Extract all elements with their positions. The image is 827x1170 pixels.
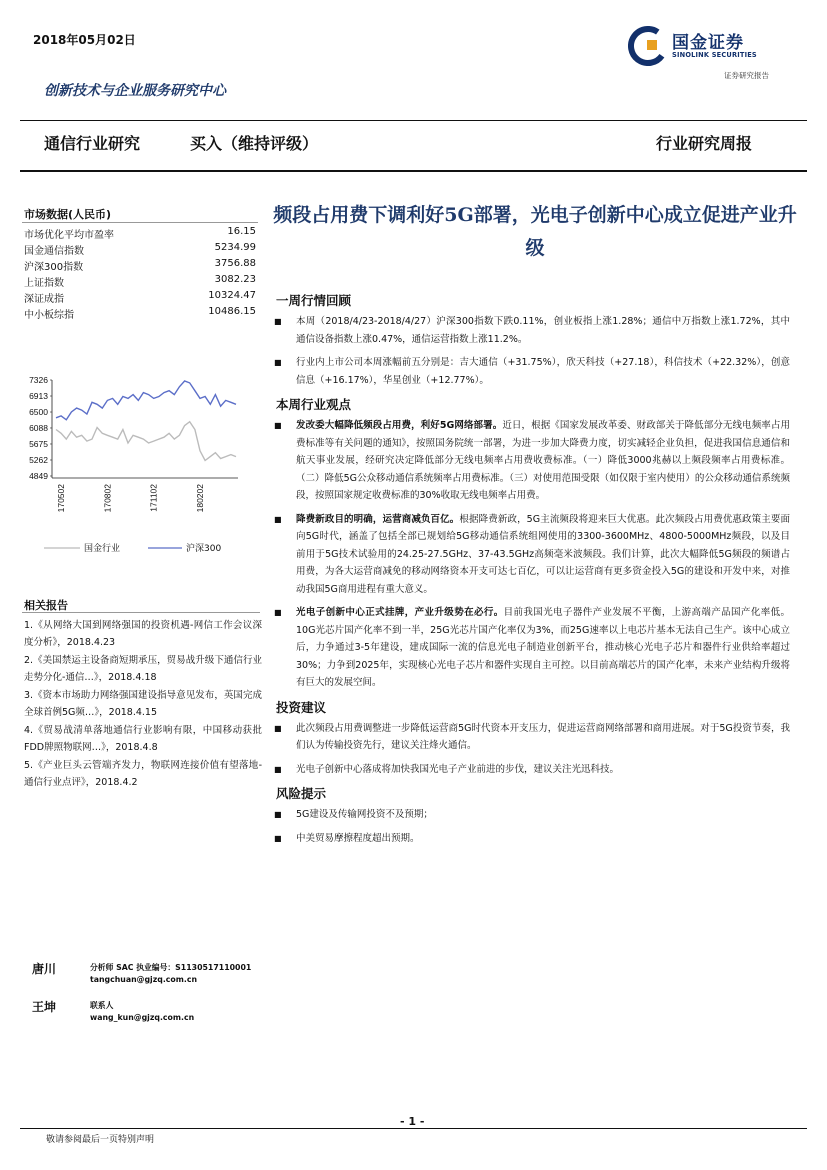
author-credential: 联系人 <box>90 1001 114 1010</box>
market-data-title: 市场数据(人民币) <box>24 208 112 221</box>
author-name: 唐川 <box>32 962 57 976</box>
logo-text-en: SINOLINK SECURITIES <box>672 51 757 59</box>
view-bullet-lead: 光电子创新中心正式挂牌，产业升级势在必行。 <box>296 607 504 618</box>
department-name: 创新技术与企业服务研究中心 <box>44 83 226 99</box>
footer-disclaimer: 敬请参阅最后一页特别声明 <box>46 1135 155 1145</box>
market-row-label: 国金通信指数 <box>24 246 84 257</box>
market-row <box>22 242 258 258</box>
chart-x-tick-label: 171102 <box>148 484 159 512</box>
report-date: 2018年05月02日 <box>33 33 136 47</box>
footer-divider <box>20 1128 807 1129</box>
market-data-divider <box>22 222 258 223</box>
chart-series-line-hs300 <box>56 381 236 420</box>
chart-x-tick-label: 170802 <box>102 484 113 513</box>
market-row-value: 16.15 <box>227 226 256 237</box>
related-report-item[interactable]: 2.《美国禁运主设备商短期承压，贸易战升级下通信行业走势分化-通信…》，2018.4.18 <box>24 655 262 683</box>
section-title-invest: 投资建议 <box>276 699 327 715</box>
market-row-label: 中小板综指 <box>24 310 74 321</box>
related-reports-divider <box>22 612 260 613</box>
author-email[interactable]: tangchuan@gjzq.com.cn <box>90 975 198 984</box>
invest-bullet: ■ 此次频段占用费调整进一步降低运营商5G时代资本开支压力，促进运营商网络部署和商用进展。对于5G投资节奏，我们认为传输投资先行，建议关注烽火通信。 <box>270 720 790 755</box>
market-row-label: 深证成指 <box>24 294 64 305</box>
chart-y-tick-label: 7326 <box>29 375 48 385</box>
sinolink-logo-icon <box>628 26 668 66</box>
related-report-item[interactable]: 3.《资本市场助力网络强国建设指导意见发布，英国完成全球首例5G频…》，2018.4.15 <box>24 690 262 718</box>
view-bullet <box>270 511 790 599</box>
weekly-bullet: ■ 行业内上市公司本周涨幅前五分别是：吉大通信（+31.75%），欣天科技（+27.18），科信技术（+22.32%），创意信息（+16.17%），华星创业（+12.77%）。 <box>270 354 790 389</box>
market-row-label: 市场优化平均市盈率 <box>24 230 114 241</box>
chart-y-tick-label: 6913 <box>29 391 48 402</box>
market-row-label: 上证指数 <box>24 278 64 289</box>
chart-y-tick-label: 4849 <box>29 471 48 481</box>
logo-text-cn: 国金证券 <box>672 33 744 53</box>
industry-topic: 通信行业研究 <box>44 134 141 153</box>
invest-bullet: ■ 光电子创新中心落成将加快我国光电子产业前进的步伐，建议关注光迅科技。 <box>270 761 790 779</box>
risk-bullet: ■ 中美贸易摩擦程度超出预期。 <box>270 830 790 848</box>
chart-series-line-industry <box>56 422 236 461</box>
author-info <box>90 962 251 986</box>
related-report-item[interactable]: 1.《从网络大国到网络强国的投资机遇-网信工作会议深度分析》，2018.4.23 <box>24 620 262 648</box>
market-row <box>22 226 258 242</box>
section-title-risk: 风险提示 <box>276 786 327 801</box>
section-title-weekly: 一周行情回顾 <box>276 293 352 308</box>
chart-y-tick-label: 5262 <box>29 454 48 465</box>
chart-y-tick-label: 5675 <box>29 438 48 449</box>
market-row-value: 10324.47 <box>208 290 256 301</box>
chart-legend-label: 国金行业 <box>84 544 121 554</box>
risk-bullet: ■ 5G建设及传输网投资不及预期； <box>270 806 790 824</box>
weekly-bullet: ■ 本周（2018/4/23-2018/4/27）沪深300指数下跌0.11%，创业板指上涨1.28%；通信中万指数上涨1.72%，其中通信设备指数上涨0.47%，通信运营指数上涨11.2%。 <box>270 313 790 348</box>
view-bullet-lead: 降费新政目的明确，运营商减负百亿。 <box>296 513 460 525</box>
author-email[interactable]: wang_kun@gjzq.com.cn <box>90 1013 195 1022</box>
author-name: 王坤 <box>32 1000 57 1014</box>
view-bullet-body: 根据降费新政，5G主流频段将迎来巨大优惠。此次频段占用费优惠政策主要面向5G时代，涵盖了包括全部已规划给5G移动通信系统组网使用的3300-3600MHz、4800-5000MHz频段，以及目前用于5G技术试验用的24.25-27.5GHz、37-43.5GHz高频毫米波频段。我们计算，此次大幅降低5G频段的频谱占用费，为各大运营商减免的移动网络资本开支可达七百亿，可以让运营商有更多资金投入5G的建设和开发中来，对推动我国5G商用进程有重大意义。 <box>296 513 790 595</box>
view-bullet-lead: 发改委大幅降低频段占用费，利好5G网络部署。 <box>296 420 503 431</box>
market-row <box>22 290 258 306</box>
report-kind-label: 证券研究报告 <box>724 71 769 80</box>
report-title: 频段占用费下调利好5G部署，光电子创新中心成立促进产业升级 <box>273 204 797 259</box>
document-type: 行业研究周报 <box>656 134 753 153</box>
chart-y-tick-label: 6088 <box>29 422 48 433</box>
chart-y-tick-label: 6500 <box>29 407 48 418</box>
author-info <box>90 1000 194 1024</box>
related-report-item[interactable]: 5.《产业巨头云管端齐发力，物联网连接价值有望落地-通信行业点评》，2018.4.2 <box>24 760 262 788</box>
market-row-label: 沪深300指数 <box>24 262 84 273</box>
view-bullet <box>270 417 790 505</box>
header-divider-thick <box>20 170 807 172</box>
section-title-view: 本周行业观点 <box>276 397 352 412</box>
rating: 买入（维持评级） <box>190 134 319 153</box>
market-row-value: 3756.88 <box>214 258 256 269</box>
market-row <box>22 258 258 274</box>
chart-x-tick-label: 180202 <box>195 484 205 513</box>
index-chart <box>22 372 258 572</box>
market-row <box>22 306 258 322</box>
view-bullet <box>270 604 790 692</box>
main-content <box>270 287 790 853</box>
author-credential: 分析师 SAC 执业编号：S1130517110001 <box>90 963 252 972</box>
chart-x-tick-label: 170502 <box>56 484 67 513</box>
header-divider <box>20 120 807 121</box>
market-row <box>22 274 258 290</box>
page-number: - 1 - <box>400 1115 425 1128</box>
market-row-value: 10486.15 <box>208 306 256 317</box>
view-bullet-body: 目前我国光电子器件产业发展不平衡，上游高端产品国产化率低。10G光芯片国产化率不到一半，25G光芯片国产化率仅为3%，而25G速率以上电芯片基本无法自己生产。该中心成立后，力争通过3-5年建设，建成国际一流的信息光电子制造业创新平台，推动核心光电子芯片和器件行业供给率超过30%；力争到2025年，实现核心光电子芯片和器件实现自主可控。以目前高端芯片的国产化率，未来产业结构升级将有巨大的发展空间。 <box>296 607 790 688</box>
related-reports-title: 相关报告 <box>24 599 68 612</box>
view-bullet-body: 近日，根据《国家发展改革委、财政部关于降低部分无线电频率占用费标准等有关问题的通知》，按照国务院统一部署，为进一步加大降费力度，切实减轻企业负担，促进我国信息通信和航天事业发展，经研究决定降低部分无线电频率占用费收费标准。（一）降低3000兆赫以上频段频率占用费标准。（二）降低5G公众移动通信系统频率占用费标准。（三）对使用范围受限（如仅限于室内使用）的公众移动通信系统频段，按照国家规定收费标准的30%收取无线电频率占用费。 <box>296 420 790 501</box>
market-row-value: 3082.23 <box>214 274 256 285</box>
market-row-value: 5234.99 <box>214 242 256 253</box>
chart-legend-label: 沪深300 <box>186 544 222 554</box>
related-report-item[interactable]: 4.《贸易战清单落地通信行业影响有限，中国移动获批FDD牌照物联网…》，2018.4.8 <box>24 725 262 753</box>
related-reports-list <box>24 618 262 793</box>
